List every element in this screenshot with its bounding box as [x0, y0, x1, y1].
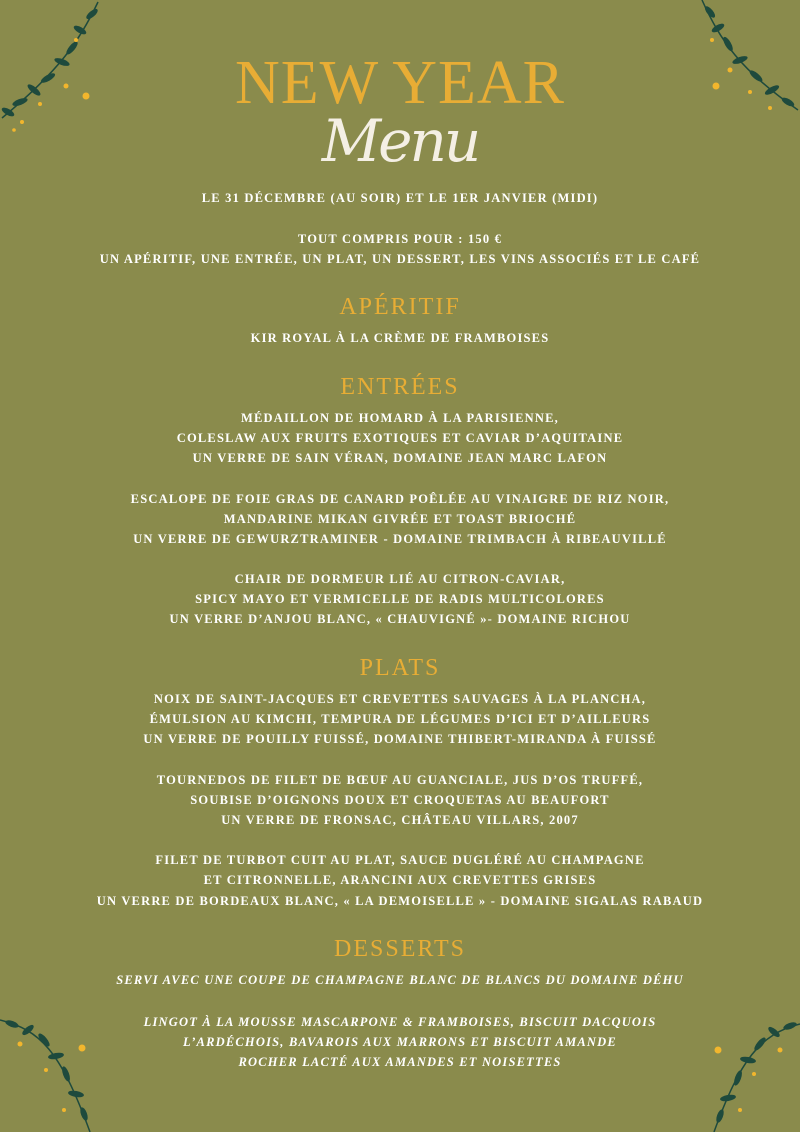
section-heading-entrees: ENTRÉES — [340, 374, 460, 400]
entree-2-line-2: MANDARINE MIKAN GIVRÉE ET TOAST BRIOCHÉ — [223, 512, 577, 526]
date-line: LE 31 DÉCEMBRE (AU SOIR) ET LE 1ER JANVIER (MIDI) — [201, 191, 599, 205]
dessert-line-1: LINGOT À LA MOUSSE MASCARPONE & FRAMBOISES, BISCUIT DACQUOIS — [143, 1015, 657, 1029]
entree-1-wine: UN VERRE DE SAIN VÉRAN, DOMAINE JEAN MARC LAFON — [192, 451, 608, 465]
includes-line: UN APÉRITIF, UNE ENTRÉE, UN PLAT, UN DESSERT, LES VINS ASSOCIÉS ET LE CAFÉ — [99, 252, 701, 266]
entree-1-line-1: MÉDAILLON DE HOMARD À LA PARISIENNE, — [241, 411, 559, 425]
plat-1-line-1: NOIX DE SAINT-JACQUES ET CREVETTES SAUVAGES À LA PLANCHA, — [153, 692, 647, 706]
aperitif-line: KIR ROYAL À LA CRÈME DE FRAMBOISES — [250, 331, 550, 345]
dessert-note: SERVI AVEC UNE COUPE DE CHAMPAGNE BLANC DE BLANCS DU DOMAINE DÉHU — [116, 973, 684, 987]
entree-3-wine: UN VERRE D’ANJOU BLANC, « CHAUVIGNÉ »- DOMAINE RICHOU — [169, 612, 631, 626]
plat-3-line-2: ET CITRONNELLE, ARANCINI AUX CREVETTES GRISES — [203, 873, 597, 887]
section-heading-aperitif: APÉRITIF — [339, 294, 461, 320]
section-heading-desserts: DESSERTS — [334, 936, 466, 962]
price-line: TOUT COMPRIS POUR : 150 € — [297, 232, 503, 246]
entree-3-line-1: CHAIR DE DORMEUR LIÉ AU CITRON-CAVIAR, — [234, 572, 566, 586]
dessert-line-2: L’ARDÉCHOIS, BAVAROIS AUX MARRONS ET BISCUIT AMANDE — [183, 1035, 617, 1049]
entree-2-line-1: ESCALOPE DE FOIE GRAS DE CANARD POÊLÉE AU VINAIGRE DE RIZ NOIR, — [130, 492, 670, 506]
plat-3-line-1: FILET DE TURBOT CUIT AU PLAT, SAUCE DUGLÉRÉ AU CHAMPAGNE — [155, 853, 645, 867]
entree-1-line-2: COLESLAW AUX FRUITS EXOTIQUES ET CAVIAR D’AQUITAINE — [176, 431, 624, 445]
plat-2-line-1: TOURNEDOS DE FILET DE BŒUF AU GUANCIALE, JUS D’OS TRUFFÉ, — [156, 773, 644, 787]
plat-2-line-2: SOUBISE D’OIGNONS DOUX ET CROQUETAS AU BEAUFORT — [190, 793, 610, 807]
section-heading-plats: PLATS — [359, 655, 441, 681]
plat-1-line-2: ÉMULSION AU KIMCHI, TEMPURA DE LÉGUMES D’ICI ET D’AILLEURS — [149, 712, 651, 726]
plat-2-wine: UN VERRE DE FRONSAC, CHÂTEAU VILLARS, 2007 — [221, 813, 579, 827]
plat-3-wine: UN VERRE DE BORDEAUX BLANC, « LA DEMOISELLE » - DOMAINE SIGALAS RABAUD — [96, 894, 704, 908]
entree-2-wine: UN VERRE DE GEWURZTRAMINER - DOMAINE TRIMBACH À RIBEAUVILLÉ — [133, 532, 667, 546]
plat-1-wine: UN VERRE DE POUILLY FUISSÉ, DOMAINE THIBERT-MIRANDA À FUISSÉ — [143, 732, 657, 746]
entree-3-line-2: SPICY MAYO ET VERMICELLE DE RADIS MULTICOLORES — [195, 592, 605, 606]
dessert-line-3: ROCHER LACTÉ AUX AMANDES ET NOISETTES — [238, 1055, 562, 1069]
menu-title: NEW YEAR — [234, 49, 566, 117]
menu-subtitle: Menu — [321, 107, 479, 175]
